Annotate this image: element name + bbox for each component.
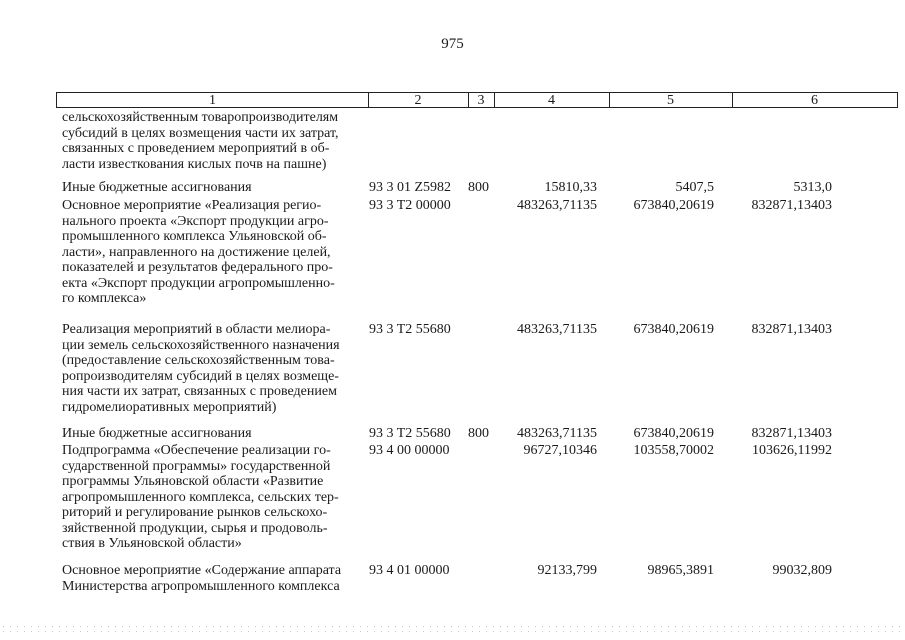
row-value-col4: 96727,10346 bbox=[523, 443, 597, 458]
row-name: сельскохозяйственным товаропроизводителям субсидий в целях возмещения части их затрат, связанных с проведением мероприятий в об- ласти известкования кислых почв на пашне) bbox=[62, 110, 339, 172]
column-header-6: 6 bbox=[811, 93, 818, 108]
row-code: 93 3 T2 00000 bbox=[369, 198, 451, 213]
page-number: 975 bbox=[441, 36, 464, 52]
column-header-5: 5 bbox=[609, 93, 733, 107]
row-code: 93 4 00 00000 bbox=[369, 443, 450, 458]
row-value-col4: 92133,799 bbox=[537, 563, 597, 578]
row-value-col6: 832871,13403 bbox=[751, 322, 832, 337]
row-value-col4: 483263,71135 bbox=[517, 198, 597, 213]
row-name: Реализация мероприятий в области мелиора- ции земель сельскохозяйственного назначения (предоставление сельскохозяйственным това- ропроизводителям субсидий в целях возмеще- ния части их затрат, связанных с проведением гидромелиоративных мероприятий) bbox=[62, 322, 340, 415]
row-code: 93 3 T2 55680 bbox=[369, 426, 451, 441]
row-value-col6: 832871,13403 bbox=[751, 198, 832, 213]
row-name: Основное мероприятие «Содержание аппарата Министерства агропромышленного комплекса bbox=[62, 563, 342, 594]
row-code: 93 4 01 00000 bbox=[369, 563, 450, 578]
row-type: 800 bbox=[468, 426, 489, 441]
row-name: Подпрограмма «Обеспечение реализации го- сударственной программы» государственной программы Ульяновской области «Развитие агропромышленного комплекса, сельских тер- риторий и регулирование рынков сельскохо- зяйственной продукции, сырья и продоволь- ствия в Ульяновской области» bbox=[62, 443, 339, 551]
row-code: 93 3 T2 55680 bbox=[369, 322, 451, 337]
row-value-col6: 5313,0 bbox=[793, 180, 832, 195]
row-value-col5: 673840,20619 bbox=[633, 426, 714, 441]
table-header-row bbox=[56, 92, 898, 108]
row-value-col4: 483263,71135 bbox=[517, 322, 597, 337]
row-value-col6: 103626,11992 bbox=[752, 443, 832, 458]
column-header-1: 1 bbox=[57, 93, 369, 107]
row-name: Иные бюджетные ассигнования bbox=[62, 180, 252, 195]
row-value-col5: 98965,3891 bbox=[647, 563, 714, 578]
row-value-col6: 832871,13403 bbox=[751, 426, 832, 441]
row-value-col5: 673840,20619 bbox=[633, 198, 714, 213]
column-header-3: 3 bbox=[468, 93, 495, 107]
row-type: 800 bbox=[468, 180, 489, 195]
row-code: 93 3 01 Z5982 bbox=[369, 180, 452, 195]
row-value-col5: 5407,5 bbox=[675, 180, 714, 195]
row-name: Основное мероприятие «Реализация регио- нального проекта «Экспорт продукции агро- промышленного комплекса Ульяновской об- ласти», направленного на достижение целей, показателей и результатов федерального про- екта «Экспорт продукции агропромышленно- го комплекса» bbox=[62, 198, 335, 306]
row-name: Иные бюджетные ассигнования bbox=[62, 426, 252, 441]
row-value-col5: 673840,20619 bbox=[633, 322, 714, 337]
column-header-2: 2 bbox=[368, 93, 469, 107]
row-value-col4: 483263,71135 bbox=[517, 426, 597, 441]
scan-noise-strip bbox=[0, 624, 905, 632]
row-value-col4: 15810,33 bbox=[544, 180, 597, 195]
row-value-col6: 99032,809 bbox=[772, 563, 832, 578]
column-header-4: 4 bbox=[494, 93, 610, 107]
row-value-col5: 103558,70002 bbox=[633, 443, 714, 458]
